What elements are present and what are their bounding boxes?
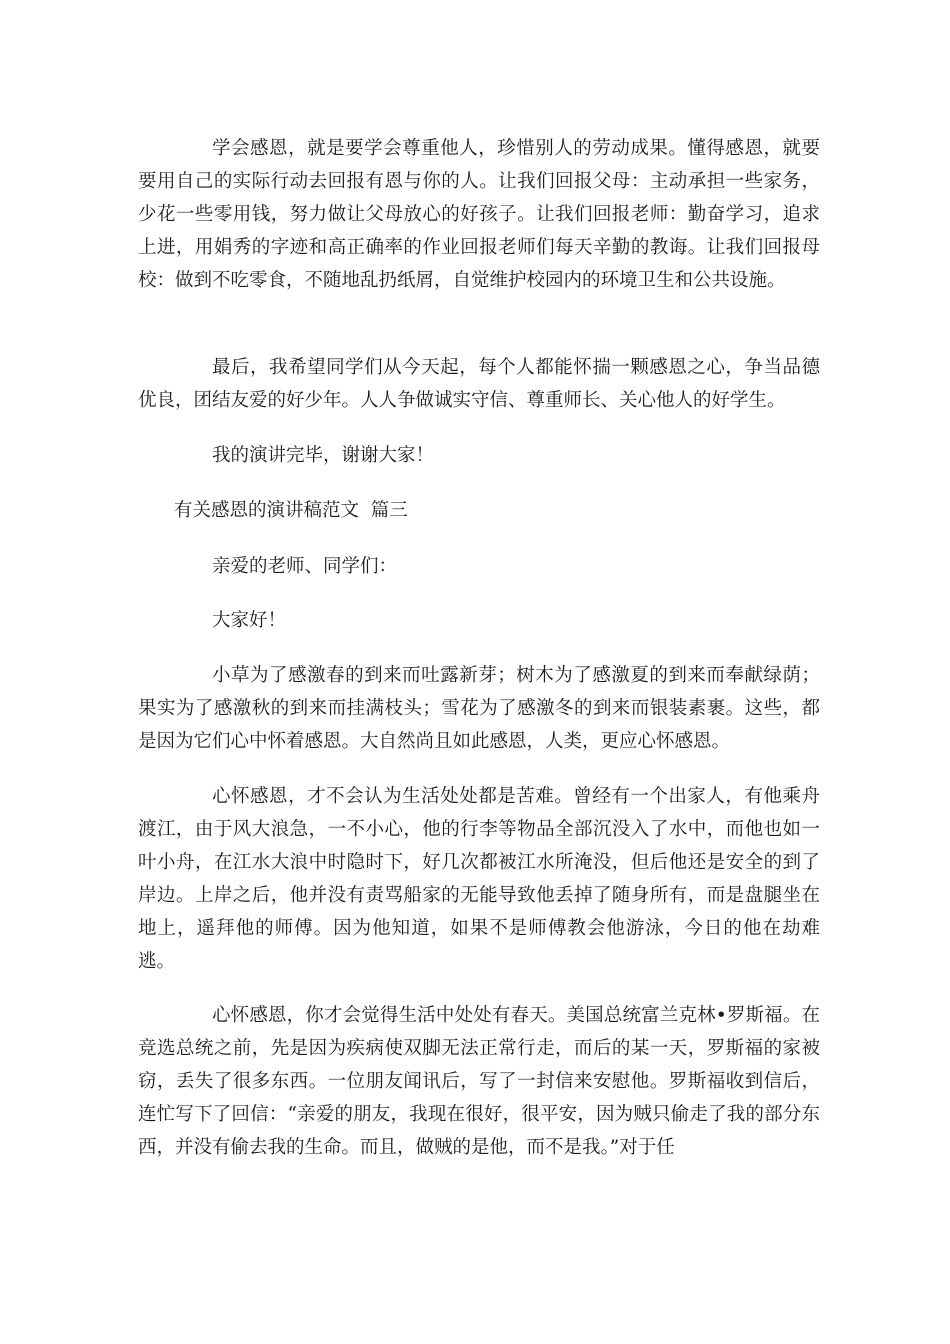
paragraph-closing-thanks: 我的演讲完毕，谢谢大家！	[212, 445, 435, 466]
paragraph-gratitude-respect: 学会感恩，就是要学会尊重他人，珍惜别人的劳动成果。懂得感恩，就要要用自己的实际行动去回报有恩与你的人。让我们回报父母：主动承担一些家务，少花一些零用钱，努力做让父母放心的好孩子。让我们回报老师：勤奋学习，追求上进，用娟秀的字迹和高正确率的作业回报老师们每天辛勤的教诲。让我们回报母校：做到不吃零食，不随地乱扔纸屑，自觉维护校园内的环境卫生和公共设施。	[138, 138, 820, 291]
paragraph-nature-gratitude: 小草为了感激春的到来而吐露新芽；树木为了感激夏的到来而奉献绿荫；果实为了感激秋的到来而挂满枝头；雪花为了感激冬的到来而银装素裹。这些，都是因为它们心中怀着感恩。大自然尚且如此感恩，人类，更应心怀感恩。	[138, 665, 820, 752]
paragraph-roosevelt-story: 心怀感恩，你才会觉得生活中处处有春天。美国总统富兰克林•罗斯福。在竞选总统之前，先是因为疾病使双脚无法正常行走，而后的某一天，罗斯福的家被窃，丢失了很多东西。一位朋友闻讯后，写了一封信来安慰他。罗斯福收到信后，连忙写下了回信：“亲爱的朋友，我现在很好，很平安，因为贼只偷走了我的部分东西，并没有偷去我的生命。而且，做贼的是他，而不是我。”对于任	[138, 1005, 820, 1158]
paragraph-conclusion: 最后，我希望同学们从今天起，每个人都能怀揣一颗感恩之心，争当品德优良，团结友爱的好少年。人人争做诚实守信、尊重师长、关心他人的好学生。	[138, 357, 820, 411]
paragraph-monk-story: 心怀感恩，才不会认为生活处处都是苦难。曾经有一个出家人，有他乘舟渡江，由于风大浪急，一不小心，他的行李等物品全部沉没入了水中，而他也如一叶小舟，在江水大浪中时隐时下，好几次都被江水所淹没，但后他还是安全的到了岸边。上岸之后，他并没有责骂船家的无能导致他丢掉了随身所有，而是盘腿坐在地上，遥拜他的师傅。因为他知道，如果不是师傅教会他游泳，今日的他在劫难逃。	[138, 786, 820, 972]
section-heading: 有关感恩的演讲稿范文 篇三	[174, 500, 408, 521]
paragraph-greeting: 大家好！	[212, 610, 287, 631]
paragraph-salutation: 亲爱的老师、同学们：	[212, 556, 398, 577]
